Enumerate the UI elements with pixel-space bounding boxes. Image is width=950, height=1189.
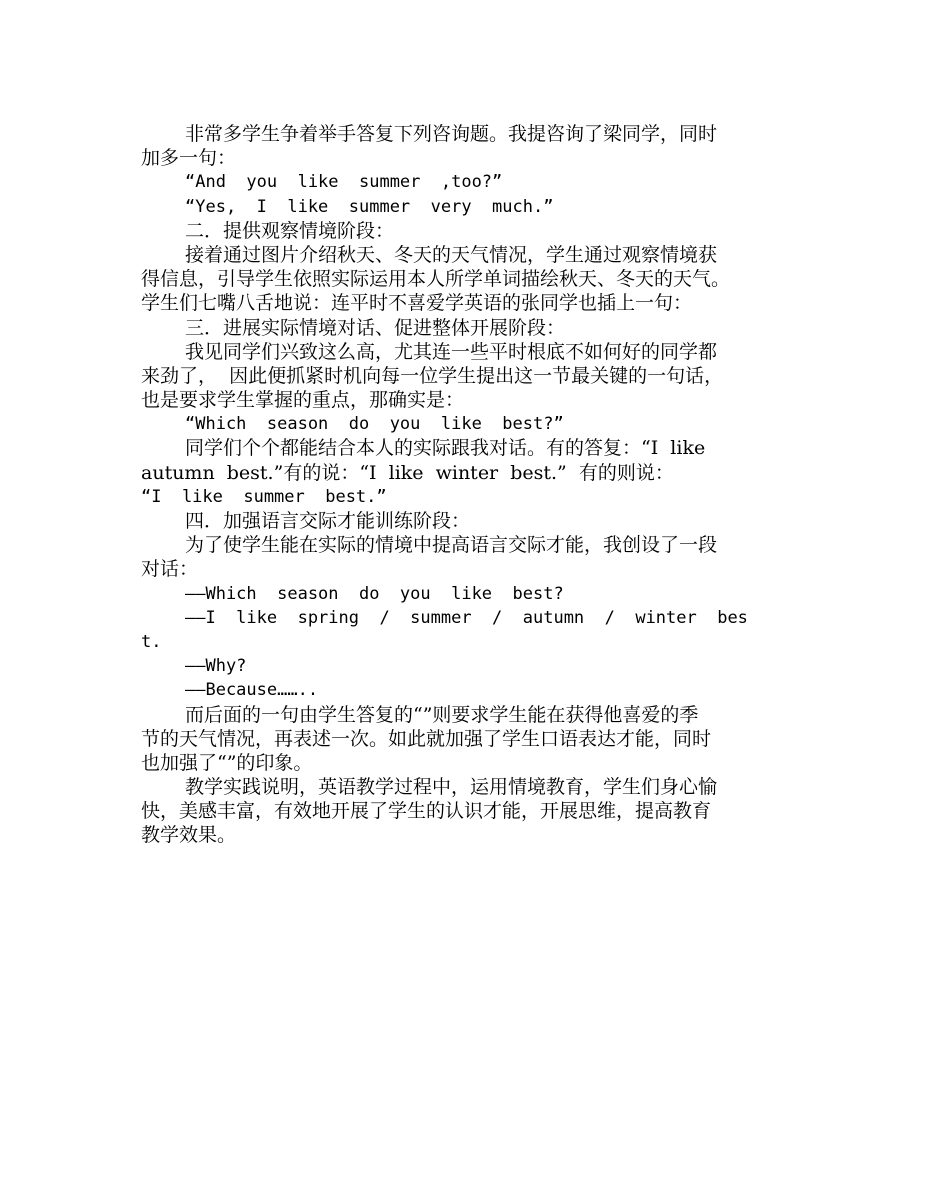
dialogue-line: ——Which season do you like best? [185, 583, 564, 604]
text-line: 对话： [141, 558, 199, 581]
text-line: 而后面的一句由学生答复的“”则要求学生能在获得他喜爱的季 [185, 703, 699, 726]
text-line: 快，美感丰富，有效地开展了学生的认识才能，开展思维，提高教育 [141, 800, 712, 823]
text-line: 也加强了“”的印象。 [141, 751, 313, 774]
text-line: 同学们个个都能结合本人的实际跟我对话。有的答复：“I like [185, 437, 706, 460]
dialogue-line: ——Why? [185, 656, 247, 677]
text-line: 教学实践说明，英语教学过程中，运用情境教育，学生们身心愉 [185, 776, 718, 799]
text-line: 接着通过图片介绍秋天、冬天的天气情况，学生通过观察情境获 [185, 243, 718, 266]
text-line: 来劲了， 因此便抓紧时机向每一位学生提出这一节最关键的一句话， [141, 364, 724, 387]
dialogue-line: t. [141, 631, 162, 652]
text-line: 加多一句： [141, 147, 237, 170]
text-line: “I like summer best.” [141, 486, 387, 507]
text-line: 我见同学们兴致这么高，尤其连一些平时根底不如何好的同学都 [185, 340, 718, 363]
text-line: 也是要求学生掌握的重点，那确实是： [141, 389, 465, 412]
document-body [141, 122, 811, 848]
text-line: 学生们七嘴八舌地说：连平时不喜爱学英语的张同学也插上一句： [141, 292, 693, 315]
section-heading: 二．提供观察情境阶段： [185, 219, 395, 242]
text-line: “Yes, I like summer very much.” [185, 196, 554, 217]
text-line: 教学效果。 [141, 824, 237, 847]
text-line: 为了使学生能在实际的情境中提高语言交际才能，我创设了一段 [185, 534, 718, 557]
text-line: “Which season do you like best?” [185, 414, 564, 435]
text-line: 节的天气情况，再表述一次。如此就加强了学生口语表达才能，同时 [141, 727, 712, 750]
section-heading: 三．进展实际情境对话、促进整体开展阶段： [185, 316, 566, 339]
section-heading: 四．加强语言交际才能训练阶段： [185, 510, 471, 532]
text-line: 非常多学生争着举手答复下列咨询题。我提咨询了梁同学，同时 [185, 123, 718, 145]
text-line: autumn best.”有的说：“I like winter best.” 有的则说： [141, 461, 674, 484]
text-line: “And you like summer ,too?” [185, 172, 503, 193]
text-line: 得信息，引导学生依照实际运用本人所学单词描绘秋天、冬天的天气。 [141, 268, 731, 291]
dialogue-line: ——Because…….. [185, 680, 319, 701]
dialogue-line: ——I like spring / summer / autumn / winter bes [185, 607, 748, 628]
